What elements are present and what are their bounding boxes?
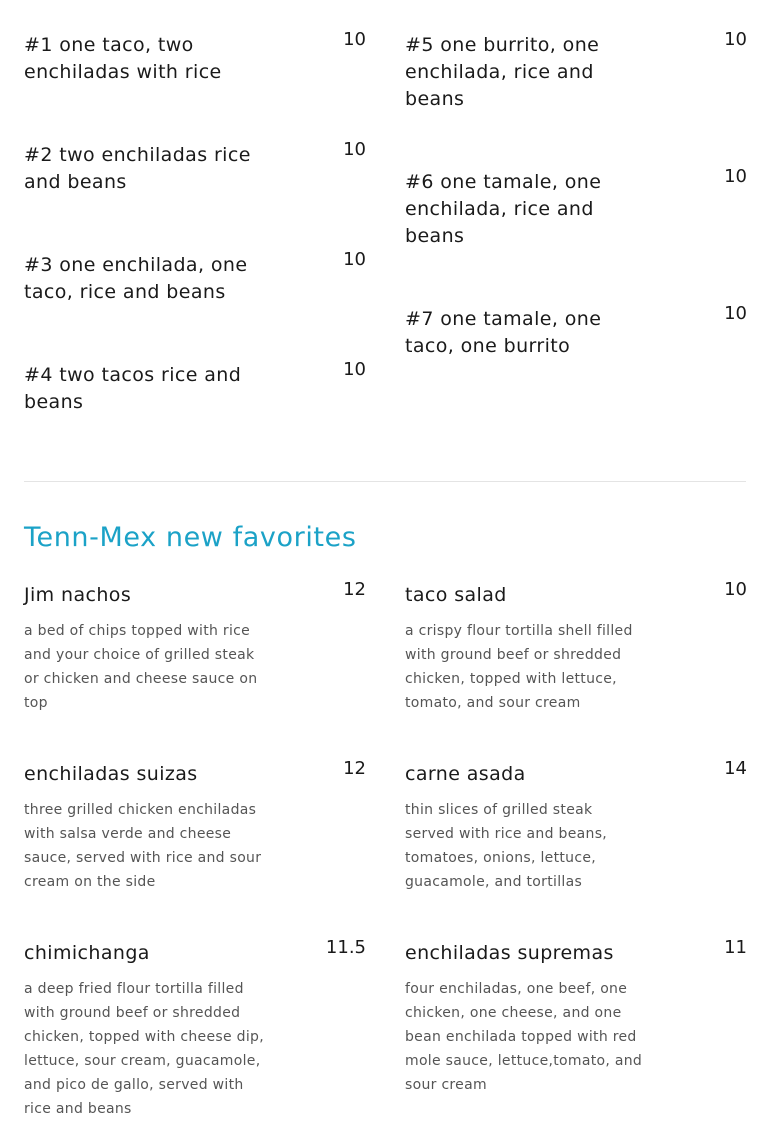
- menu-item: [24, 139, 366, 196]
- section-divider: [24, 481, 746, 482]
- item-description: a bed of chips topped with rice and your choice of grilled steak or chicken and cheese sauce on top: [24, 623, 258, 711]
- item-price: 12: [343, 579, 366, 600]
- item-name: #6 one tamale, one enchilada, rice and beans: [405, 171, 602, 247]
- item-name: #5 one burrito, one enchilada, rice and beans: [405, 34, 600, 110]
- menu-item: [24, 29, 366, 86]
- item-name: #4 two tacos rice and beans: [24, 364, 242, 413]
- item-name: #7 one tamale, one taco, one burrito: [405, 308, 602, 357]
- menu-item: [405, 166, 747, 250]
- item-price: 14: [724, 758, 747, 779]
- item-name: #3 one enchilada, one taco, rice and beans: [24, 254, 248, 303]
- menu-item: [405, 937, 747, 1097]
- item-name: taco salad: [405, 584, 507, 606]
- item-description: thin slices of grilled steak served with rice and beans, tomatoes, onions, lettuce, guacamole, and tortillas: [405, 802, 608, 890]
- menu-item: [24, 249, 366, 306]
- item-name: #1 one taco, two enchiladas with rice: [24, 34, 222, 83]
- item-price: 10: [724, 166, 747, 187]
- item-price: 10: [343, 29, 366, 50]
- item-price: 10: [343, 139, 366, 160]
- item-price: 11: [724, 937, 747, 958]
- menu-item: [405, 29, 747, 113]
- menu-item: [405, 758, 747, 894]
- item-description: three grilled chicken enchiladas with salsa verde and cheese sauce, served with rice and sour cream on the side: [24, 802, 262, 890]
- section-title: Tenn-Mex new favorites: [24, 522, 357, 553]
- item-name: enchiladas supremas: [405, 942, 614, 964]
- menu-item: [405, 303, 747, 360]
- item-name: carne asada: [405, 763, 526, 785]
- item-name: #2 two enchiladas rice and beans: [24, 144, 251, 193]
- menu-item: [24, 579, 366, 715]
- menu-item: [24, 758, 366, 894]
- item-description: four enchiladas, one beef, one chicken, one cheese, and one bean enchilada topped with red mole sauce, lettuce,tomato, and sour cream: [405, 981, 643, 1093]
- menu-item: [405, 579, 747, 715]
- item-price: 12: [343, 758, 366, 779]
- item-name: enchiladas suizas: [24, 763, 198, 785]
- item-description: a deep fried flour tortilla filled with ground beef or shredded chicken, topped with cheese dip, lettuce, sour cream, guacamole, and pico de gallo, served with rice and beans: [24, 981, 264, 1117]
- item-name: chimichanga: [24, 942, 150, 964]
- item-description: a crispy flour tortilla shell filled with ground beef or shredded chicken, topped with lettuce, tomato, and sour cream: [405, 623, 633, 711]
- item-price: 10: [724, 303, 747, 324]
- item-name: Jim nachos: [24, 584, 132, 606]
- item-price: 10: [724, 29, 747, 50]
- item-price: 10: [343, 359, 366, 380]
- menu-item: [24, 359, 366, 416]
- item-price: 10: [724, 579, 747, 600]
- menu-item: [24, 937, 366, 1121]
- item-price: 11.5: [325, 937, 366, 958]
- item-price: 10: [343, 249, 366, 270]
